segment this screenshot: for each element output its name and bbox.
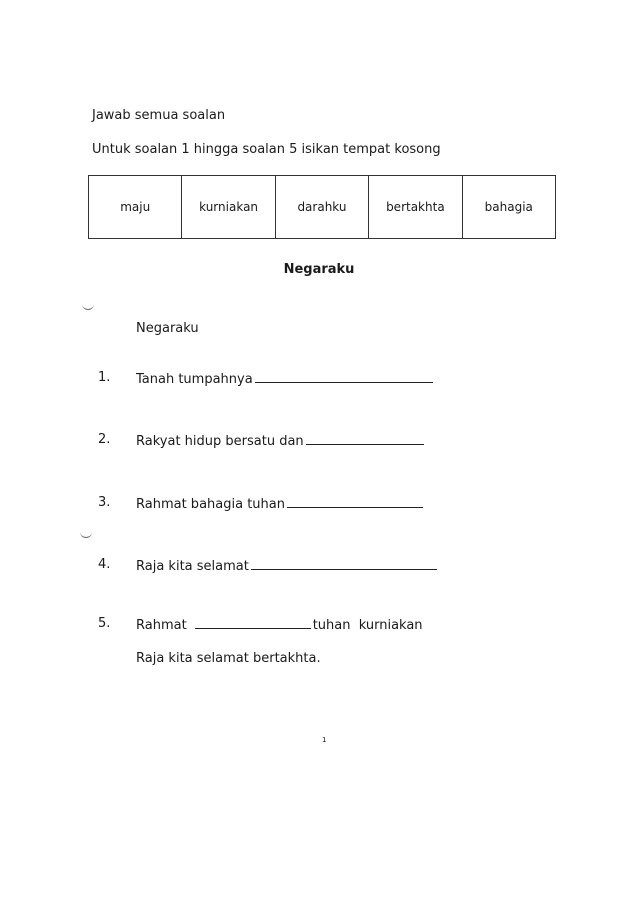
question-text: Rahmat bahagia tuhan <box>136 497 285 512</box>
worksheet-title: Negaraku <box>283 262 355 277</box>
answer-blank[interactable] <box>306 432 424 445</box>
question-text: Rahmat <box>136 618 187 633</box>
scan-mark <box>80 532 92 538</box>
word-bank-cell: bahagia <box>462 176 555 239</box>
question-text: Tanah tumpahnya <box>136 372 253 387</box>
question-text: Raja kita selamat <box>136 559 249 574</box>
answer-blank[interactable] <box>287 495 423 508</box>
answer-blank[interactable] <box>255 370 433 383</box>
answer-blank[interactable] <box>195 616 311 629</box>
question-number: 2. <box>98 432 111 447</box>
song-title: Negaraku <box>136 321 199 336</box>
page-number: 1 <box>322 736 327 744</box>
question-5-continuation: Raja kita selamat bertakhta. <box>136 651 321 666</box>
word-bank-table <box>88 175 556 239</box>
word-bank-cell: darahku <box>275 176 368 239</box>
question-number: 1. <box>98 370 111 385</box>
word-bank-cell: maju <box>89 176 182 239</box>
question-number: 4. <box>98 557 111 572</box>
question-number: 3. <box>98 495 111 510</box>
question-text-after: tuhan kurniakan <box>312 618 423 633</box>
question-text: Rakyat hidup bersatu dan <box>136 434 304 449</box>
answer-blank[interactable] <box>251 557 437 570</box>
word-bank-cell: kurniakan <box>182 176 275 239</box>
instruction-line-2: Untuk soalan 1 hingga soalan 5 isikan tempat kosong <box>92 142 441 157</box>
word-bank-cell: bertakhta <box>369 176 462 239</box>
scan-mark <box>82 304 94 310</box>
question-number: 5. <box>98 616 111 631</box>
instruction-line-1: Jawab semua soalan <box>92 108 226 123</box>
